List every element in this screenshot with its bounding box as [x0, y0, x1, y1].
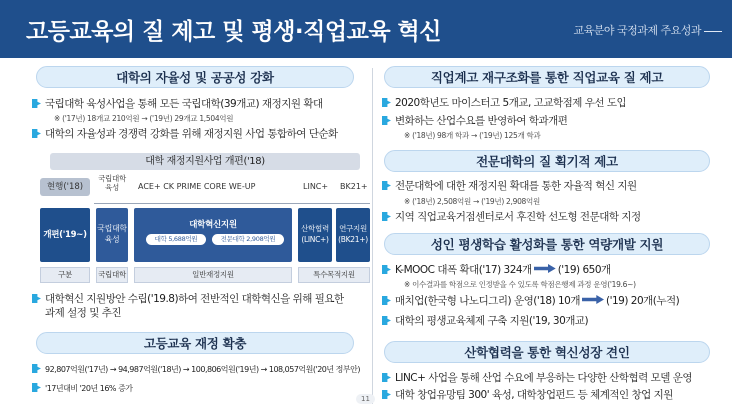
bullet-arrow-icon [382, 98, 391, 107]
bullet-financial-support-integration: 대학의 자율성과 경쟁력 강화를 위해 재정지원 사업 통합하여 단순화 [32, 127, 338, 141]
bullet-innovation-plan-cont: 과제 설정 및 추진 [45, 307, 122, 319]
page-number: 11 [356, 394, 375, 404]
bullet-arrow-icon [382, 265, 391, 274]
bullet-matchup: 매치업(한국형 나노디그리) 운영('18) 10개 ('19) 20개(누적) [382, 294, 679, 308]
bullet-linc: LINC+ 사업을 통해 산업 수요에 부응하는 다양한 산학협력 모델 운영 [382, 371, 692, 385]
note-college-funding: ※ ('18년) 2,508억원 → ('19년) 2,908억원 [404, 197, 540, 206]
support-program-diagram [40, 153, 370, 288]
bullet-arrow-icon [32, 294, 41, 303]
note-kmooc: ※ 이수결과를 학점으로 인정받을 수 있도록 학점은행제 과정 운영('19.6~) [404, 280, 636, 289]
bullet-regional-center: 지역 직업교육거점센터로서 후진학 선도형 전문대학 지정 [382, 210, 641, 224]
type-special: 특수목적지원 [298, 267, 370, 283]
bullet-arrow-icon [382, 373, 391, 382]
old-linc: LINC+ [303, 182, 329, 191]
bullet-college-funding: 전문대학에 대한 재정지원 확대를 통한 자율적 혁신 지원 [382, 179, 637, 193]
row-label-current: 현행('18) [40, 178, 90, 196]
bullet-department-reform: 변화하는 산업수요를 반영하여 학과개편 [382, 114, 567, 128]
bullet-arrow-icon [382, 212, 391, 221]
new-innovation-label: 대학혁신지원 [189, 220, 237, 230]
bullet-arrow-icon [32, 364, 41, 373]
new-national-univ: 국립대학 육성 [96, 208, 128, 262]
bullet-innovation-plan: 대학혁신 지원방안 수립('19.8)하여 전반적인 대학혁신을 위해 필요한 [32, 292, 344, 306]
pill-university-budget: 대학 5,688억원 [146, 234, 206, 245]
increase-arrow-icon [534, 264, 556, 273]
bullet-arrow-icon [382, 316, 391, 325]
section-vocational-title: 직업계고 재구조화를 통한 직업교육 질 제고 [384, 66, 710, 88]
old-programs: ACE+ CK PRIME CORE WE-UP [138, 182, 256, 191]
bullet-kmooc: K-MOOC 대폭 확대('17) 324개 ('19) 650개 [382, 263, 611, 277]
old-bk: BK21+ [340, 182, 368, 191]
page-subtitle: 교육분야 국정과제 주요성과 [573, 22, 722, 38]
bullet-startup: 대학 창업유망팀 300' 육성, 대학창업펀드 등 체계적인 창업 지원 [382, 388, 673, 402]
bullet-arrow-icon [32, 99, 41, 108]
bullet-arrow-icon [382, 390, 391, 399]
bullet-arrow-icon [382, 116, 391, 125]
bullet-lifelong-system: 대학의 평생교육체제 구축 지원('19, 30개교) [382, 314, 588, 328]
diagram-title: 대학 재정지원사업 개편('18) [50, 153, 360, 170]
bullet-arrow-icon [32, 129, 41, 138]
bullet-arrow-icon [32, 383, 41, 392]
bullet-finance-trend: 92,807억원('17년) → 94,987억원('18년) → 100,806억원('19년) → 108,057억원('20년 정부안) [32, 363, 360, 377]
page-title: 고등교육의 질 제고 및 평생·직업교육 혁신 [26, 19, 441, 45]
section-industry-title: 산학협력을 통한 혁신성장 견인 [384, 341, 710, 363]
note-national-university: ※ ('17년) 18개교 210억원 → ('19년) 29개교 1,504억원 [54, 114, 234, 123]
pill-college-budget: 전문대학 2,908억원 [212, 234, 284, 245]
bullet-national-university: 국립대학 육성사업을 통해 모든 국립대학(39개교) 재정지원 확대 [32, 97, 323, 111]
section-lifelong-title: 성인 평생학습 활성화를 통한 역량개발 지원 [384, 233, 710, 255]
column-divider [372, 68, 373, 404]
section-university-autonomy-title: 대학의 자율성 및 공공성 강화 [36, 66, 354, 88]
row-label-type: 구분 [40, 267, 90, 283]
right-column [376, 62, 712, 408]
bullet-arrow-icon [382, 181, 391, 190]
bullet-finance-increase: '17년대비 '20년 16% 증가 [32, 382, 133, 396]
note-department-reform: ※ ('18년) 98개 학과 → ('19년) 125개 학과 [404, 131, 541, 140]
type-general: 일반재정지원 [134, 267, 292, 283]
new-research-support: 연구지원 (BK21+) [336, 208, 370, 262]
bullet-arrow-icon [382, 296, 391, 305]
increase-arrow-icon [582, 295, 604, 304]
section-finance-title: 고등교육 재정 확충 [36, 332, 354, 354]
page-header [0, 0, 732, 58]
section-college-title: 전문대학의 질 획기적 제고 [384, 150, 710, 172]
new-industry-academia: 산학협력 (LINC+) [298, 208, 332, 262]
diagram-separator [94, 203, 370, 204]
type-national: 국립대학 [96, 267, 128, 283]
left-column [26, 62, 370, 408]
bullet-meister: 2020학년도 마이스터고 5개교, 고교학점제 우선 도입 [382, 96, 626, 110]
row-label-new: 개편('19~) [40, 208, 90, 262]
old-national-univ: 국립대학 육성 [98, 174, 126, 192]
